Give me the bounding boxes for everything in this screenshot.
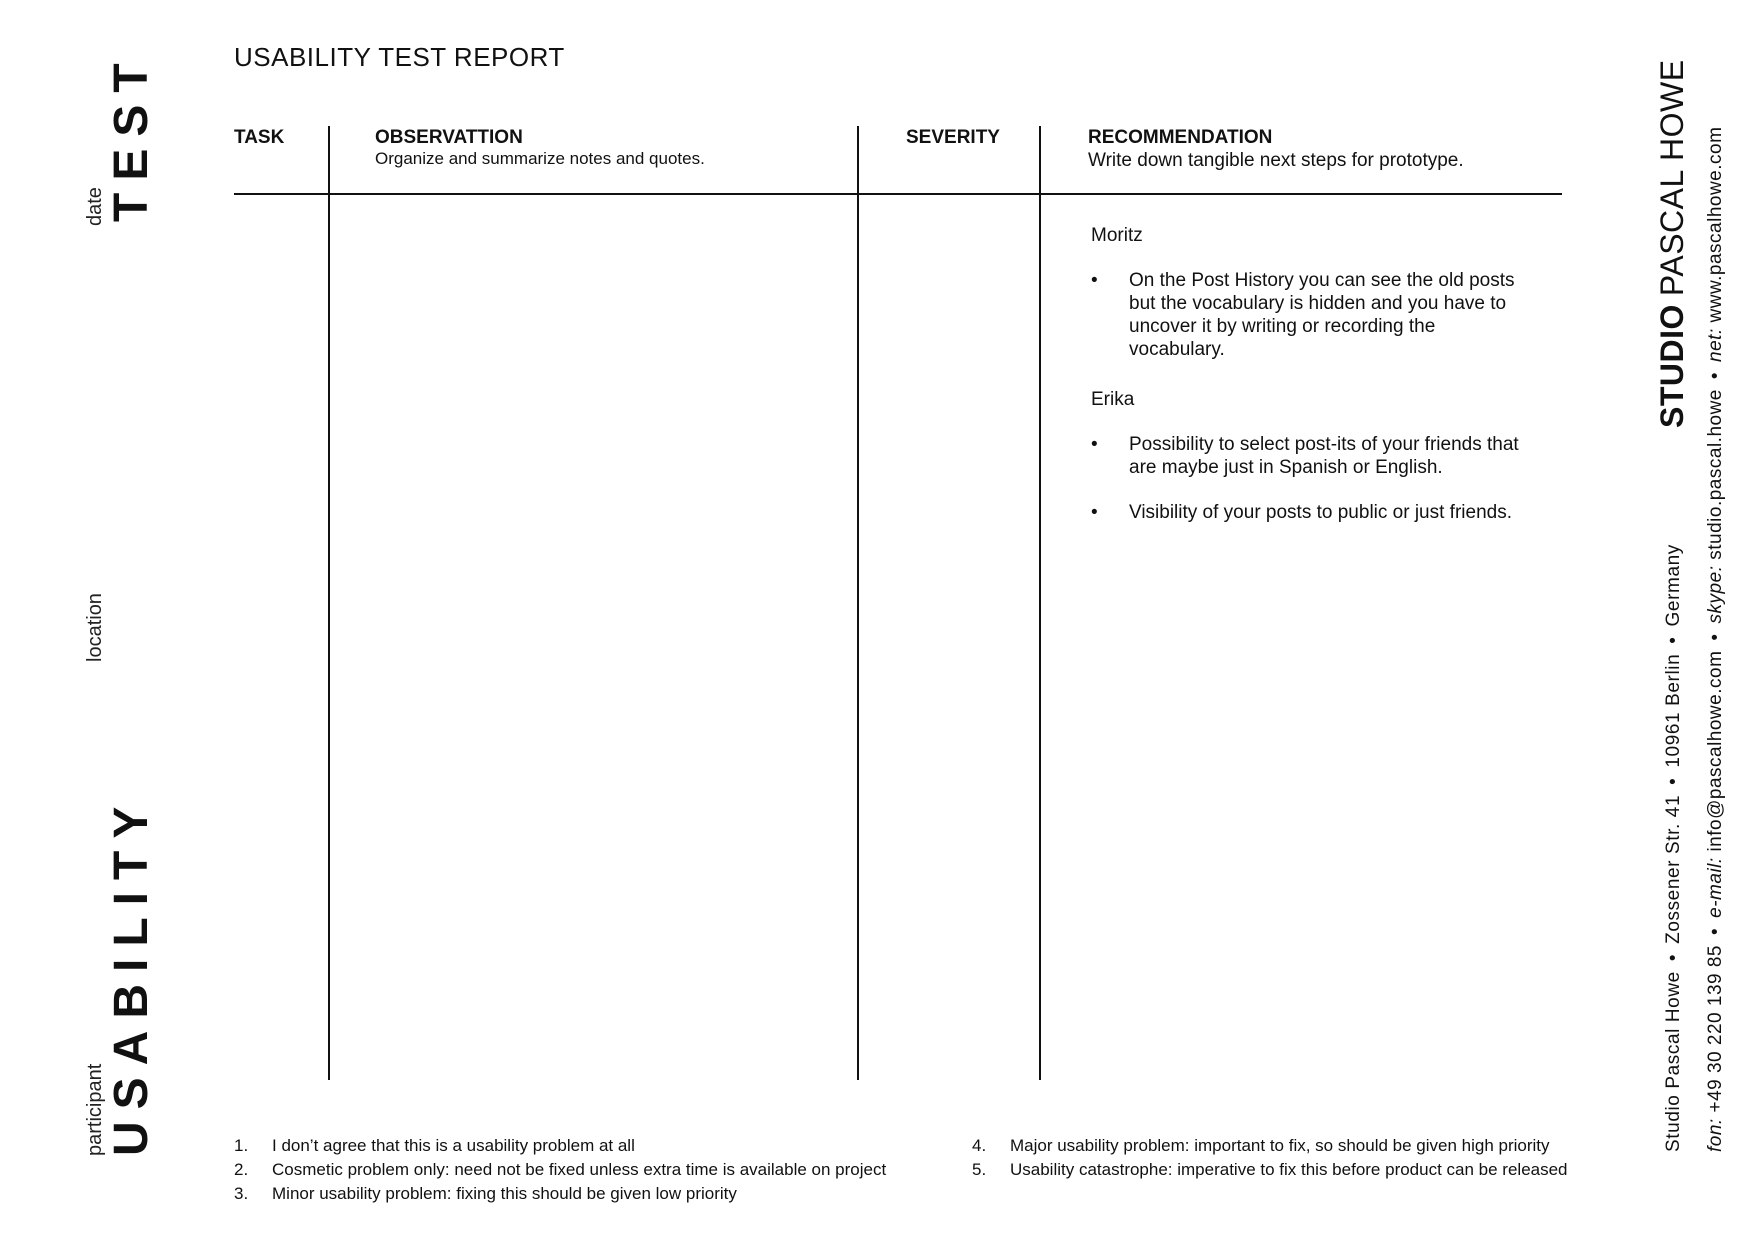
studio-contact [1705, 127, 1727, 1152]
recommendation-item [1091, 501, 1531, 524]
participant-name: Erika [1091, 389, 1135, 410]
column-divider-3 [1039, 126, 1041, 1080]
column-header-task: TASK [234, 127, 285, 148]
participant-name: Moritz [1091, 225, 1143, 246]
severity-legend-left [234, 1134, 914, 1206]
severity-legend-right [972, 1134, 1572, 1182]
recommendation-list [1091, 433, 1531, 524]
recommendation-item [1091, 269, 1531, 361]
bullet-icon: • [1091, 434, 1098, 455]
recommendation-list [1091, 269, 1531, 361]
legend-text: Cosmetic problem only: need not be fixed unless extra time is available on project [272, 1160, 887, 1179]
address-city: 10961 Berlin [1663, 653, 1684, 768]
participant-label: participant [84, 1063, 106, 1156]
legend-text: Usability catastrophe: imperative to fix this before product can be released [1010, 1160, 1568, 1179]
legend-item [234, 1158, 914, 1182]
column-header-observation: OBSERVATTION [375, 127, 523, 148]
address-street: Zossener Str. 41 [1663, 794, 1684, 944]
recommendation-instructions: Write down tangible next steps for prototype. [1088, 150, 1464, 171]
separator-dot: • [1705, 371, 1726, 380]
recommendation-item [1091, 433, 1531, 479]
email-label: e-mail: [1705, 857, 1726, 918]
legend-text: Major usability problem: important to fix, so should be given high priority [1010, 1136, 1550, 1155]
studio-address [1663, 544, 1685, 1152]
legend-item [234, 1182, 914, 1206]
logo-light: PASCAL HOWE [1654, 59, 1690, 297]
legend-item [234, 1134, 914, 1158]
address-country: Germany [1663, 544, 1684, 627]
report-title: USABILITY TEST REPORT [234, 42, 565, 72]
legend-number: 3. [234, 1184, 249, 1203]
recommendation-text: Visibility of your posts to public or just friends. [1129, 502, 1512, 523]
legend-number: 2. [234, 1160, 249, 1179]
bullet-icon: • [1091, 270, 1098, 291]
address-name: Studio Pascal Howe [1663, 971, 1684, 1152]
separator-dot: • [1663, 953, 1684, 962]
recommendation-group [1091, 388, 1531, 524]
legend-text: Minor usability problem: fixing this should be given low priority [272, 1184, 737, 1203]
recommendation-notes [1091, 224, 1531, 551]
legend-text: I don’t agree that this is a usability problem at all [272, 1136, 635, 1155]
column-header-recommendation: RECOMMENDATION [1088, 127, 1273, 148]
column-divider-2 [857, 126, 859, 1080]
recommendation-text: On the Post History you can see the old posts but the vocabulary is hidden and you have to uncover it by writing or recording the vocabulary. [1129, 270, 1515, 360]
separator-dot: • [1663, 636, 1684, 644]
fon-label: fon: [1705, 1118, 1726, 1152]
legend-number: 1. [234, 1136, 249, 1155]
observation-instructions: Organize and summarize notes and quotes. [375, 149, 705, 168]
legend-number: 4. [972, 1136, 987, 1155]
recommendation-text: Possibility to select post-its of your friends that are maybe just in Spanish or English. [1129, 434, 1519, 478]
date-label: date [84, 187, 106, 226]
recommendation-group [1091, 224, 1531, 361]
side-title-usability: USABILITY [105, 794, 158, 1156]
website-link[interactable]: www.pascalhowe.com [1705, 126, 1726, 323]
skype-label: skype: [1705, 565, 1726, 624]
legend-item [972, 1134, 1572, 1158]
legend-item [972, 1158, 1572, 1182]
net-label: net: [1705, 328, 1726, 362]
column-divider-1 [328, 126, 330, 1080]
logo-bold: STUDIO [1654, 304, 1690, 428]
column-header-severity: SEVERITY [906, 127, 1000, 148]
separator-dot: • [1663, 777, 1684, 785]
header-divider [234, 193, 1562, 195]
phone-number: +49 30 220 139 85 [1705, 945, 1726, 1113]
side-title-test: TEST [105, 51, 158, 222]
bullet-icon: • [1091, 502, 1098, 523]
separator-dot: • [1705, 927, 1726, 935]
legend-number: 5. [972, 1160, 987, 1179]
skype-handle: studio.pascal.howe [1705, 389, 1726, 560]
studio-logo [1654, 59, 1691, 428]
location-label: location [84, 593, 106, 662]
separator-dot: • [1705, 633, 1726, 641]
email-link[interactable]: info@pascalhowe.com [1705, 650, 1726, 852]
